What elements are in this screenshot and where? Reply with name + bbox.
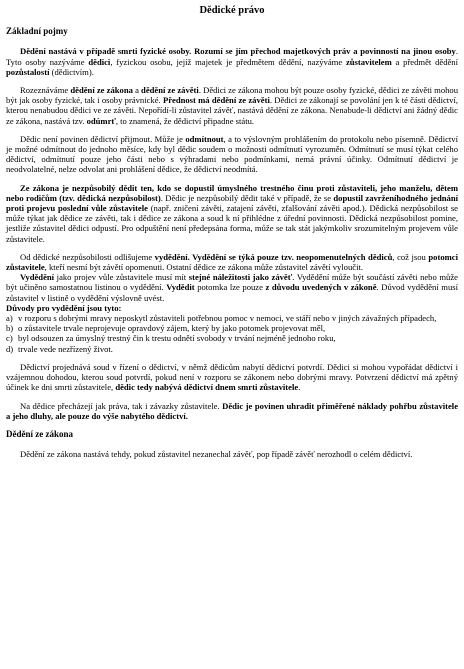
reasons-list: [6, 313, 458, 354]
paragraph-incapacity: Ze zákona je nezpůsobilý dědit ten, kdo se dopustil úmyslného trestného činu proti zůstaviteli, jeho manželu, dětem nebo rodičům (tzv. dědická nezpůsobilost). Dědic je nezpůsobilý dědit také v případě, že se dopustil zavrženíhodného jednání proti projevu poslední vůle zůstavitele (např. zničení závěti, zatajení závěti, zfalšování závěti apod.). Dědická nezpůsobilost se může týkat jak dědice ze závěti, tak i dědice ze zákona a soud k ní přihlédne z úřední povinnosti. Dědická nezpůsobilost pomine, jestliže zůstavitel dědici odpustí. Pro odpuštění není předepsána forma, může se tak stát jakýmkoliv srozumitelným projevem vůle zůstavitele.: [6, 182, 458, 244]
text-bold: Dědění nastává v případě smrti fyzické osoby. Rozumí se jím: [20, 46, 251, 57]
paragraph-obligations: Na dědice přecházejí jak práva, tak i závazky zůstavitele. Dědic je povinen uhradit přiměřené náklady pohřbu zůstavitele a jeho dluhy, ale pouze do výše nabytého dědictví.: [6, 400, 459, 421]
reasons-heading: Důvody pro vydědění jsou tyto:: [6, 302, 122, 313]
paragraph-refusal: Dědic není povinen dědictví přijmout. Může je odmítnout, a to výslovným prohlášením do protokolu nebo písemně. Dědictví je možné odmítnout do jednoho měsíce, kdy byl dědic soudem o možnosti odmítnutí vyrozuměn. Odmítnutí se musí týkat celého dědictví, odmítnutí pouze jeho části nebo s výhradami nebo podmínkami, nemá právní účinky. Odmítnutí dědictví je neodvolatelné, nelze odvolat ani prohlášení dědice, že dědictví neodmítá.: [6, 133, 458, 175]
paragraph-proceedings: Dědictví projednává soud v řízení o dědictví, v němž dědicům nabytí dědictví potvrdí. Dědici si mohou vypořádat dědictví i vzájemnou dohodou, kterou soud potvrdí, pokud není v rozporu se zákonem nebo dobrými mravy. Potvrzení dědictví má zpětný účinek ke dni smrti zůstavitele, dědic tedy nabývá dědictví dnem smrti zůstavitele.: [6, 361, 458, 393]
paragraph-statutory: Dědění ze zákona nastává tehdy, pokud zůstavitel nezanechal závěť, pop řípadě závěť nerozhodl o celém dědictví.: [20, 449, 413, 460]
text-bold-phrase: přechod majetkových práv a povinností na jinou osoby: [250, 46, 456, 57]
document-title: Dědické právo: [199, 5, 265, 16]
list-item: a) v rozporu s dobrými mravy neposkytl zůstaviteli potřebnou pomoc v nemoci, ve stáří nebo v jiných závažných případech,: [6, 313, 437, 324]
paragraph-disinheritance-form: Vydědění jako projev vůle zůstavitele musí mít stejné náležitosti jako závěť. Vydědění může být součástí závěti nebo může být učiněno samostatnou listinou o vydědění. Vydědit potomka lze pouze z důvodu uvedených v zákoně. Důvod vydědění musí zůstavitel v listině o vydědění výslovně uvést.: [6, 272, 458, 303]
section-heading-basics: Základní pojmy: [6, 26, 68, 37]
paragraph-types: Rozeznáváme dědění ze zákona a dědění ze závěti. Dědici ze zákona mohou být pouze osoby fyzické, dědici ze závěti mohou být jak osoby fyzické, tak i osoby právnické. Přednost má dědění ze závěti. Dědici ze zákonají se povolání jen k té části dědictví, kterou nenabudou dědici ve ze závěti. Nepořídí-li zůstavitel závěť, nastává dědění ze zákona. Nenabude-li dědictví ani žádný dědic ze zákona, nastává tzv. odúmrť, to znamená, že dědictví připadne státu.: [6, 85, 459, 126]
paragraph-disinheritance: Od dědické nezpůsobilosti odlišujeme vydědění. Vydědění se týká pouze tzv. neopomenutelných dědiců, což jsou potomci zůstavitele, kteří nesmí být závětí opomenuti. Ostatní dědice ze zákona může zůstavitel závětí vyloučit.: [6, 251, 458, 273]
section-heading-statutory: Dědění ze zákona: [6, 428, 73, 439]
paragraph-definition: Dědění nastává v případě smrti fyzické osoby. Rozumí se jím přechod majetkových práv a povinností na jinou osoby. Tyto osoby nazýváme dědici, fyzickou osobu, jejíž majetek je předmětem dědění, nazýváme zůstavitelem a předmět dědění pozůstalostí (dědictvím).: [6, 46, 459, 77]
list-item: d) trvale vede nezřízený život.: [6, 343, 113, 354]
list-item: c) byl odsouzen za úmyslný trestný čin k trestu odnětí svobody v trvání nejméně jednoho roku,: [6, 333, 336, 344]
list-item: b) o zůstavitele trvale neprojevuje opravdový zájem, který by jako potomek projevovat měl,: [6, 323, 326, 334]
